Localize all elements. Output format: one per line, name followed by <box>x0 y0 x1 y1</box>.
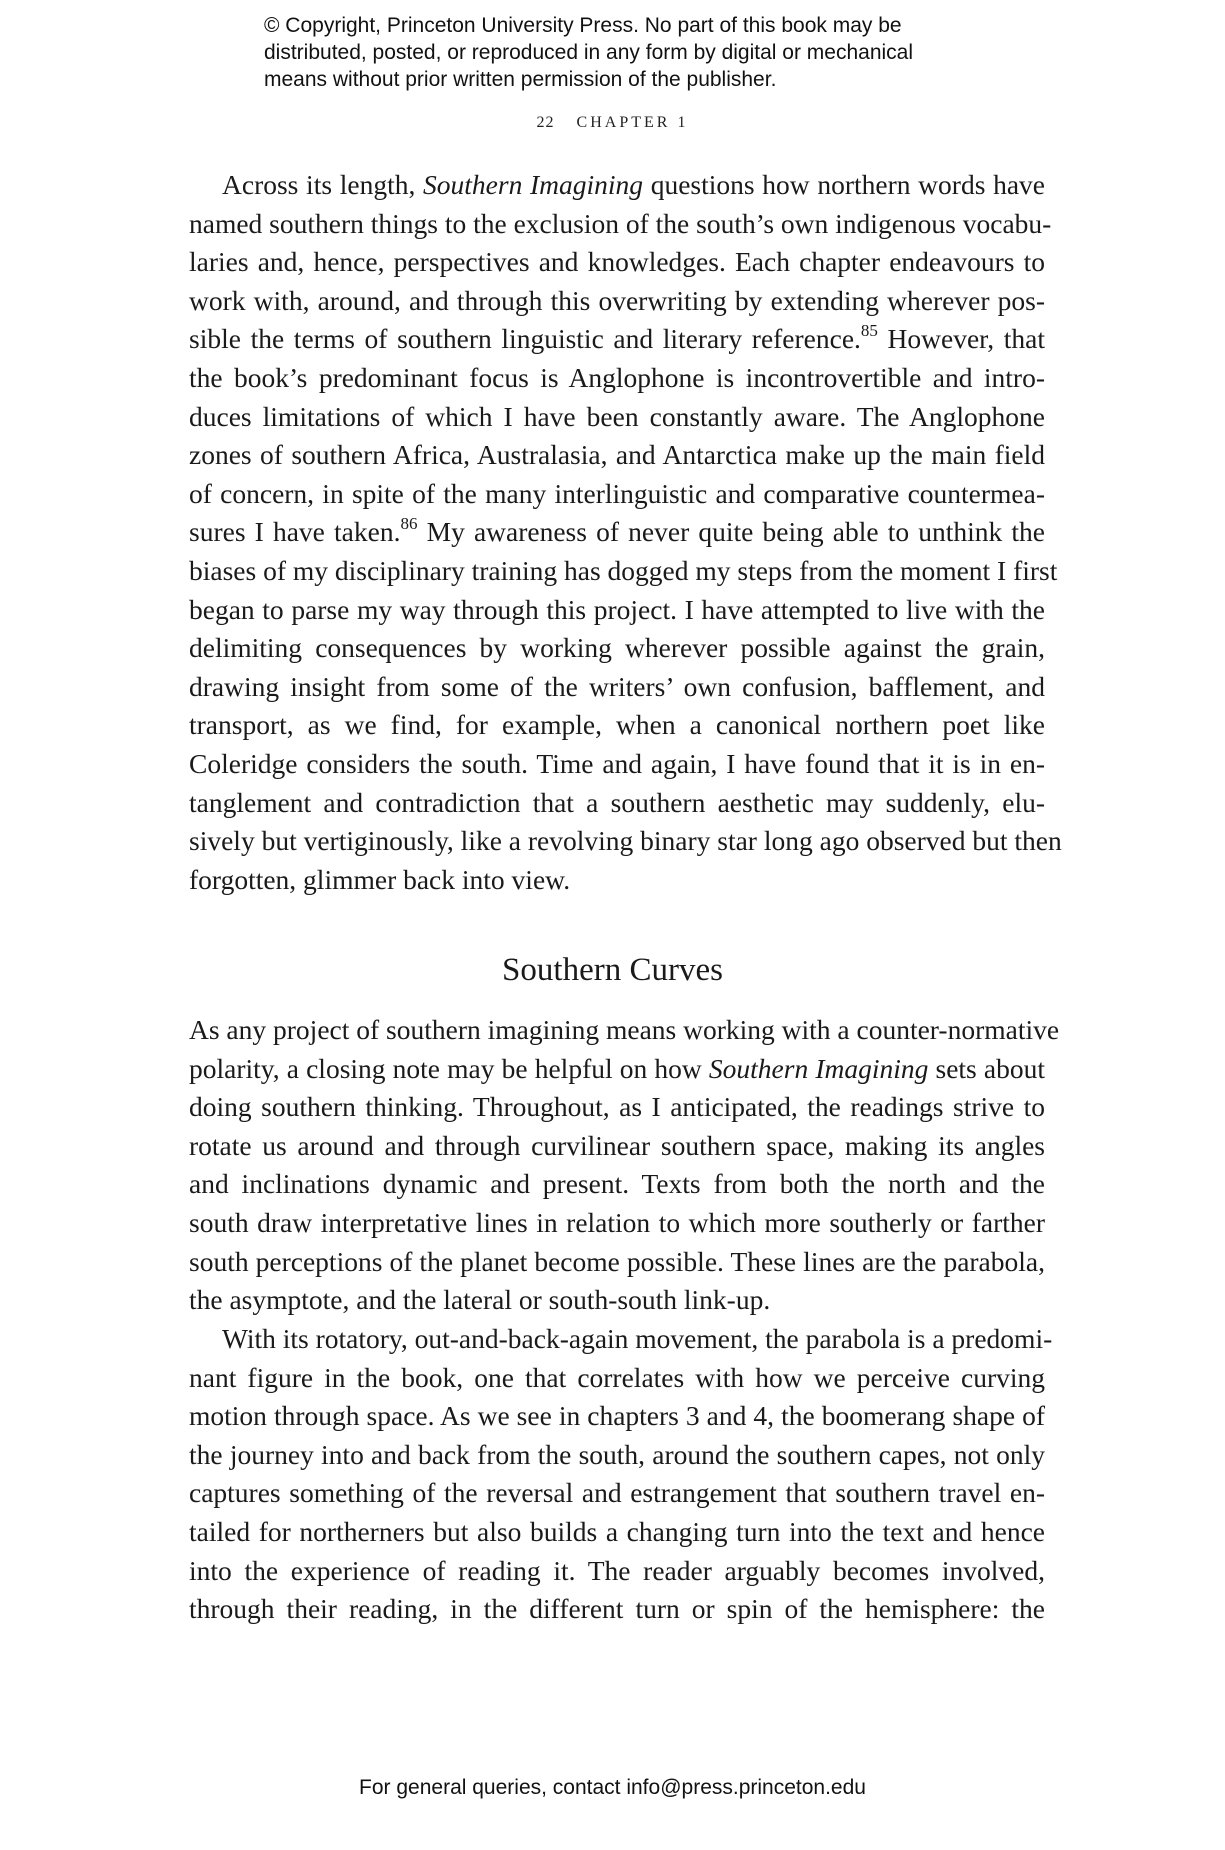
copyright-line: means without prior written permission of the publisher. <box>264 68 777 91</box>
text-line: into the experience of reading it. The reader arguably becomes involved, <box>189 1554 1045 1586</box>
paragraph-3 <box>189 1320 1053 1629</box>
text-line: zones of southern Africa, Australasia, and Antarctica make up the main field <box>189 439 1045 471</box>
text-line: polarity, a closing note may be helpful on how Southern Imagining sets about <box>189 1052 1045 1084</box>
text-line: motion through space. As we see in chapters 3 and 4, the boomerang shape of <box>189 1400 1045 1432</box>
text-line: forgotten, glimmer back into view. <box>189 863 571 895</box>
text-line: through their reading, in the different turn or spin of the hemisphere: the <box>189 1593 1045 1625</box>
text-line: south perceptions of the planet become possible. These lines are the parabola, <box>189 1245 1045 1277</box>
text-line: captures something of the reversal and estrangement that southern travel en- <box>189 1477 1045 1509</box>
text-line: sures I have taken.$^{86}$ My awareness of never quite being able to unthink the <box>189 514 1046 548</box>
text-line: duces limitations of which I have been constantly aware. The Anglophone <box>189 400 1045 432</box>
text-line: delimiting consequences by working wherever possible against the grain, <box>189 632 1045 664</box>
text-line: began to parse my way through this project. I have attempted to live with the <box>189 593 1045 625</box>
footer-contact: For general queries, contact info@press.princeton.edu <box>359 1776 866 1799</box>
text-line: the asymptote, and the lateral or south-south link-up. <box>189 1284 771 1316</box>
copyright-line: © Copyright, Princeton University Press. No part of this book may be <box>264 14 902 37</box>
footnote-ref: 85 <box>860 321 878 341</box>
text-line: sible the terms of southern linguistic and literary reference.$^{85}$ However, that <box>189 321 1045 355</box>
text-line: Across its length, Southern Imagining questions how northern words have <box>222 169 1045 200</box>
text-line: south draw interpretative lines in relation to which more southerly or farther <box>189 1206 1045 1238</box>
text-line: biases of my disciplinary training has dogged my steps from the moment I first <box>189 554 1058 586</box>
text-line: sively but vertiginously, like a revolving binary star long ago observed but then <box>189 825 1062 857</box>
copyright-line: distributed, posted, or reproduced in any form by digital or mechanical <box>264 41 914 64</box>
copyright-notice <box>264 12 1024 93</box>
section-heading: Southern Curves <box>502 952 723 988</box>
running-head <box>0 114 1225 132</box>
text-line: laries and, hence, perspectives and knowledges. Each chapter endeavours to <box>189 246 1045 278</box>
text-line: of concern, in spite of the many interlinguistic and comparative countermea- <box>189 477 1045 509</box>
text-line: transport, as we find, for example, when a canonical northern poet like <box>189 709 1045 741</box>
text-line: rotate us around and through curvilinear southern space, making its angles <box>189 1129 1045 1161</box>
text-line: nant figure in the book, one that correlates with how we perceive curving <box>189 1361 1045 1393</box>
text-line: Coleridge considers the south. Time and again, I have found that it is in en- <box>189 747 1045 779</box>
text-line: the book’s predominant focus is Anglophone is incontrovertible and intro- <box>189 361 1045 393</box>
paragraph-1 <box>189 166 1062 899</box>
chapter-label: CHAPTER 1 <box>576 114 689 131</box>
book-title: Southern Imagining <box>423 169 644 200</box>
footnote-ref: 86 <box>400 514 418 534</box>
text-line: With its rotatory, out-and-back-again movement, the parabola is a predomi- <box>222 1323 1053 1354</box>
text-line: doing southern thinking. Throughout, as I anticipated, the readings strive to <box>189 1091 1045 1123</box>
text-line: tailed for northerners but also builds a changing turn into the text and hence <box>189 1515 1045 1547</box>
text-line: As any project of southern imagining means working with a counter-normative <box>189 1014 1060 1045</box>
text-line: named southern things to the exclusion of the south’s own indigenous vocabu- <box>189 207 1052 239</box>
paragraph-2 <box>189 1011 1060 1320</box>
text-line: work with, around, and through this overwriting by extending wherever pos- <box>189 284 1045 316</box>
book-title: Southern Imagining <box>708 1052 929 1084</box>
page-number: 22 <box>536 114 555 131</box>
text-line: and inclinations dynamic and present. Texts from both the north and the <box>189 1168 1045 1200</box>
text-line: drawing insight from some of the writers’ own confusion, bafflement, and <box>189 670 1045 702</box>
text-line: the journey into and back from the south, around the southern capes, not only <box>189 1438 1045 1470</box>
text-line: tanglement and contradiction that a southern aesthetic may suddenly, elu- <box>189 786 1045 818</box>
